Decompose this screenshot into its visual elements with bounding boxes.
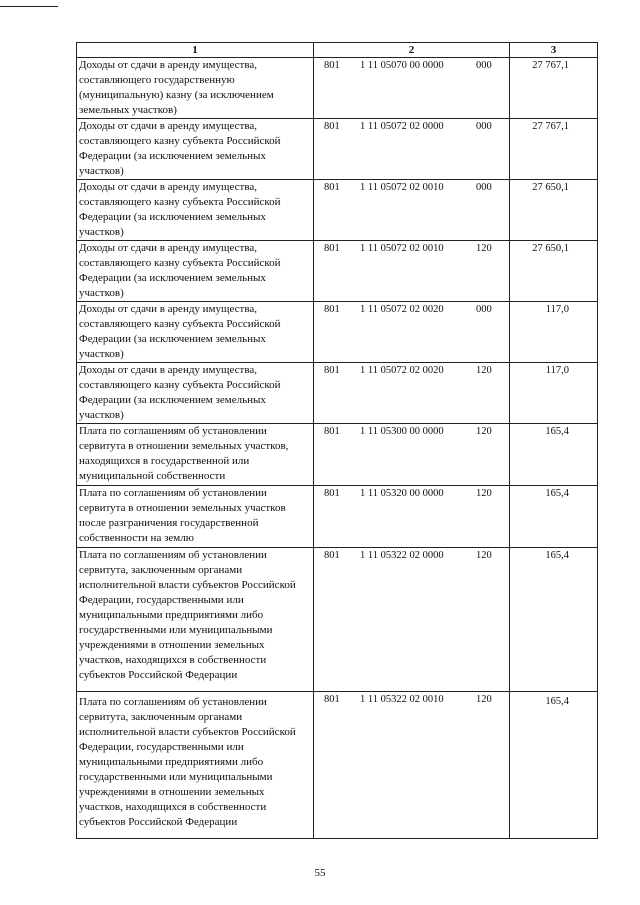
subtype-code: 000 xyxy=(476,60,492,71)
amount: 117,0 xyxy=(510,302,598,363)
admin-code: 801 xyxy=(324,488,340,499)
subtype-code: 000 xyxy=(476,182,492,193)
subtype-code: 120 xyxy=(476,488,492,499)
kbk-code: 1 11 05070 00 0000 xyxy=(360,60,444,71)
subtype-code: 120 xyxy=(476,243,492,254)
admin-code: 801 xyxy=(324,365,340,376)
admin-code: 801 xyxy=(324,694,340,705)
kbk-code: 1 11 05322 02 0000 xyxy=(360,550,444,561)
subtype-code: 120 xyxy=(476,694,492,705)
classification-code xyxy=(314,119,510,180)
subtype-code: 120 xyxy=(476,426,492,437)
revenue-name: Доходы от сдачи в аренду имущества, составляющего казну субъекта Российской Федерации (за исключением земельных участков) xyxy=(77,363,314,424)
amount: 27 650,1 xyxy=(510,241,598,302)
revenue-name: Плата по соглашениям об установлении сервитута, заключенным органами исполнительной власти субъектов Российской Федерации, государственными или муниципальными предприятиями либо государственными или муниципальными учреждениями в отношении земельных участков, находящихся в собственности субъектов Российской Федерации xyxy=(77,692,314,839)
amount: 27 767,1 xyxy=(510,119,598,180)
kbk-code: 1 11 05300 00 0000 xyxy=(360,426,444,437)
table-row xyxy=(77,58,598,119)
table-row xyxy=(77,302,598,363)
table-row xyxy=(77,363,598,424)
amount: 27 767,1 xyxy=(510,58,598,119)
page-number: 55 xyxy=(314,867,326,879)
table-row xyxy=(77,486,598,548)
admin-code: 801 xyxy=(324,182,340,193)
revenue-name: Доходы от сдачи в аренду имущества, составляющего казну субъекта Российской Федерации (за исключением земельных участков) xyxy=(77,302,314,363)
table-row xyxy=(77,548,598,692)
admin-code: 801 xyxy=(324,550,340,561)
classification-code xyxy=(314,692,510,839)
classification-code xyxy=(314,548,510,692)
classification-code xyxy=(314,180,510,241)
subtype-code: 000 xyxy=(476,304,492,315)
subtype-code: 000 xyxy=(476,121,492,132)
classification-code xyxy=(314,363,510,424)
admin-code: 801 xyxy=(324,243,340,254)
classification-code xyxy=(314,241,510,302)
amount: 165,4 xyxy=(510,424,598,486)
header-col-3: 3 xyxy=(510,43,598,58)
classification-code xyxy=(314,424,510,486)
subtype-code: 120 xyxy=(476,550,492,561)
table-row xyxy=(77,241,598,302)
kbk-code: 1 11 05072 02 0020 xyxy=(360,365,444,376)
revenue-table-wrapper xyxy=(76,42,598,839)
revenue-table xyxy=(76,42,598,839)
kbk-code: 1 11 05072 02 0010 xyxy=(360,243,444,254)
kbk-code: 1 11 05072 02 0020 xyxy=(360,304,444,315)
admin-code: 801 xyxy=(324,304,340,315)
classification-code xyxy=(314,486,510,548)
corner-line xyxy=(0,0,58,7)
amount: 117,0 xyxy=(510,363,598,424)
amount: 165,4 xyxy=(510,486,598,548)
amount: 27 650,1 xyxy=(510,180,598,241)
header-col-1: 1 xyxy=(77,43,314,58)
revenue-name: Доходы от сдачи в аренду имущества, составляющего казну субъекта Российской Федерации (за исключением земельных участков) xyxy=(77,119,314,180)
amount: 165,4 xyxy=(510,548,598,692)
table-row xyxy=(77,692,598,839)
admin-code: 801 xyxy=(324,121,340,132)
amount: 165,4 xyxy=(510,692,598,839)
revenue-name: Доходы от сдачи в аренду имущества, составляющего казну субъекта Российской Федерации (за исключением земельных участков) xyxy=(77,180,314,241)
revenue-name: Плата по соглашениям об установлении сервитута в отношении земельных участков, находящихся в государственной или муниципальной собственности xyxy=(77,424,314,486)
classification-code xyxy=(314,58,510,119)
admin-code: 801 xyxy=(324,426,340,437)
revenue-name: Доходы от сдачи в аренду имущества, составляющего казну субъекта Российской Федерации (за исключением земельных участков) xyxy=(77,241,314,302)
table-row xyxy=(77,180,598,241)
kbk-code: 1 11 05322 02 0010 xyxy=(360,694,444,705)
subtype-code: 120 xyxy=(476,365,492,376)
revenue-name: Плата по соглашениям об установлении сервитута в отношении земельных участков после разграничения государственной собственности на землю xyxy=(77,486,314,548)
kbk-code: 1 11 05072 02 0000 xyxy=(360,121,444,132)
revenue-name: Плата по соглашениям об установлении сервитута, заключенным органами исполнительной власти субъектов Российской Федерации, государственными или муниципальными предприятиями либо государственными или муниципальными учреждениями в отношении земельных участков, находящихся в собственности субъектов Российской Федерации xyxy=(77,548,314,692)
kbk-code: 1 11 05072 02 0010 xyxy=(360,182,444,193)
admin-code: 801 xyxy=(324,60,340,71)
table-header-row xyxy=(77,43,598,58)
table-row xyxy=(77,424,598,486)
table-row xyxy=(77,119,598,180)
revenue-name: Доходы от сдачи в аренду имущества, составляющего государственную (муниципальную) казну (за исключением земельных участков) xyxy=(77,58,314,119)
header-col-2: 2 xyxy=(314,43,510,58)
classification-code xyxy=(314,302,510,363)
kbk-code: 1 11 05320 00 0000 xyxy=(360,488,444,499)
